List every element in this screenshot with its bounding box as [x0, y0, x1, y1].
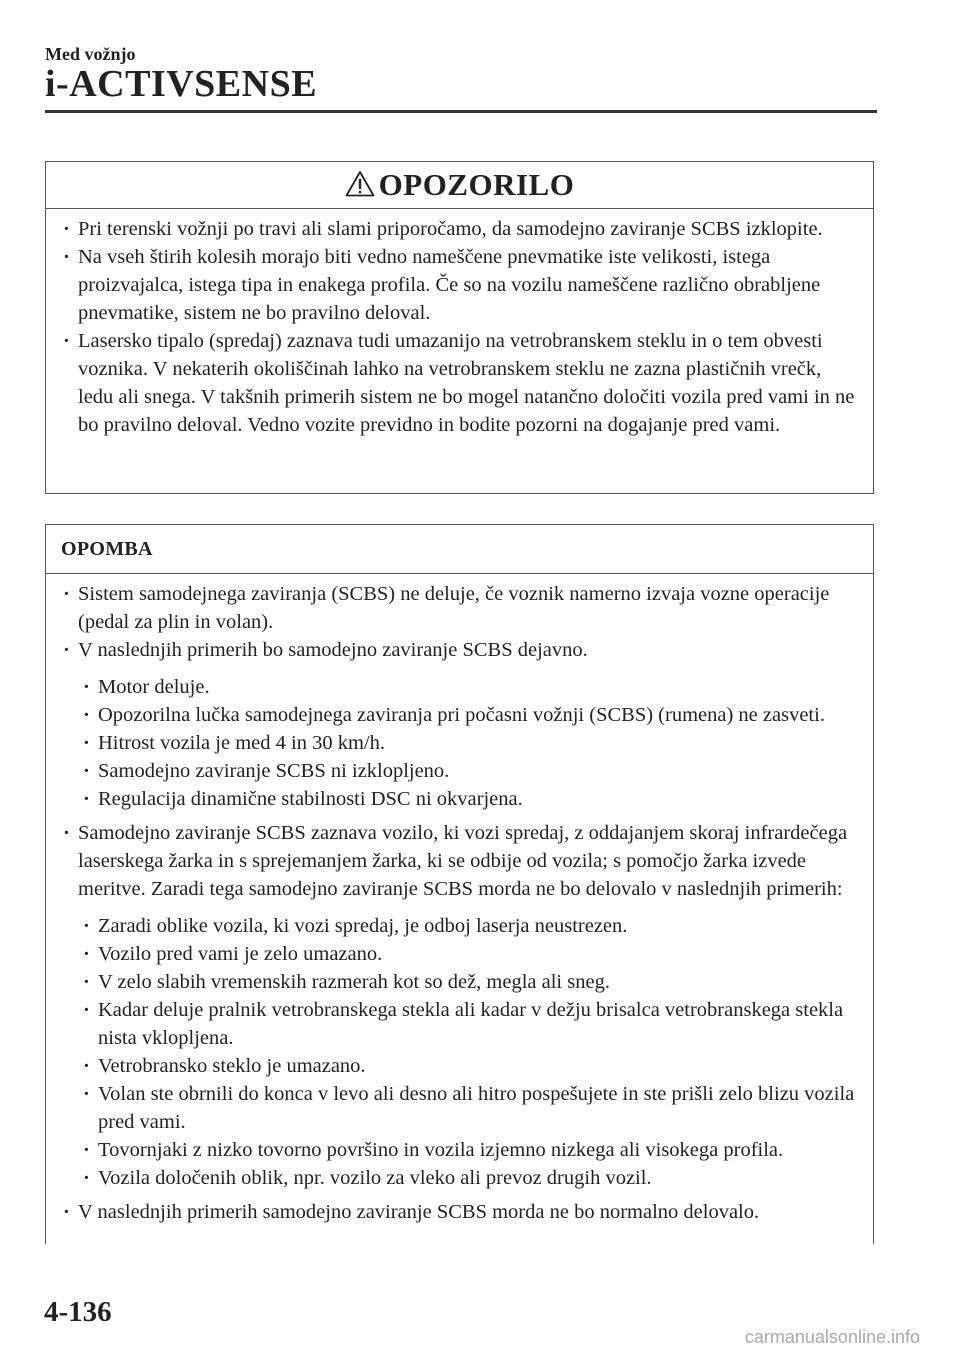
note-sublist	[60, 673, 857, 813]
page-title: i-ACTIVSENSE	[45, 63, 318, 105]
note-title: OPOMBA	[61, 537, 153, 560]
warning-item: · Pri terenski vožnji po travi ali slami priporočamo, da samodejno zaviranje SCBS izklopite.	[60, 215, 857, 243]
page-number: 4-136	[44, 1296, 112, 1328]
warning-triangle-icon	[345, 170, 375, 202]
note-sublist	[60, 912, 857, 1192]
note-subitem: · Samodejno zaviranje SCBS ni izklopljeno.	[80, 757, 857, 785]
warning-title: OPOZORILO	[378, 167, 575, 202]
warning-item: · Lasersko tipalo (spredaj) zaznava tudi umazanijo na vetrobranskem steklu in o tem obvesti voznika. V nekaterih okoliščinah lahko na vetrobranskem steklu ne zazna plastičnih vrečk, ledu ali snega. V takšnih primerih sistem ne bo mogel natančno določiti vozila pred vami in ne bo pravilno deloval. Vedno vozite previdno in bodite pozorni na dogajanje pred vami.	[60, 327, 857, 439]
note-subitem: · Opozorilna lučka samodejnega zaviranja pri počasni vožnji (SCBS) (rumena) ne zasveti.	[80, 701, 857, 729]
note-item: · Samodejno zaviranje SCBS zaznava vozilo, ki vozi spredaj, z oddajanjem skoraj infrardečega laserskega žarka in s sprejemanjem žarka, ki se odbije od vozila; s pomočjo žarka izvede meritve. Zaradi tega samodejno zaviranje SCBS morda ne bo delovalo v naslednjih primerih:	[60, 819, 857, 903]
warning-header	[46, 162, 873, 209]
note-subitem: · Kadar deluje pralnik vetrobranskega stekla ali kadar v dežju brisalca vetrobranskega stekla nista vklopljena.	[80, 996, 857, 1052]
note-item: · Sistem samodejnega zaviranja (SCBS) ne deluje, če voznik namerno izvaja vozne operacije (pedal za plin in volan).	[60, 580, 857, 636]
note-subitem: · V zelo slabih vremenskih razmerah kot so dež, megla ali sneg.	[80, 968, 857, 996]
note-subitem: · Vetrobransko steklo je umazano.	[80, 1052, 857, 1080]
watermark: carmanualsonline.info	[744, 1327, 920, 1347]
note-body	[46, 574, 873, 1226]
note-subitem: · Zaradi oblike vozila, ki vozi spredaj, je odboj laserja neustrezen.	[80, 912, 857, 940]
note-subitem: · Vozilo pred vami je zelo umazano.	[80, 940, 857, 968]
note-subitem: · Tovornjaki z nizko tovorno površino in vozila izjemno nizkega ali visokega profila.	[80, 1136, 857, 1164]
warning-body	[46, 209, 873, 439]
note-subitem: · Volan ste obrnili do konca v levo ali desno ali hitro pospešujete in ste prišli zelo blizu vozila pred vami.	[80, 1080, 857, 1136]
warning-box	[45, 161, 874, 494]
note-box	[45, 524, 874, 1244]
note-subitem: · Hitrost vozila je med 4 in 30 km/h.	[80, 729, 857, 757]
note-item: · V naslednjih primerih bo samodejno zaviranje SCBS dejavno.	[60, 636, 857, 664]
note-subitem: · Vozila določenih oblik, npr. vozilo za vleko ali prevoz drugih vozil.	[80, 1164, 857, 1192]
warning-item: · Na vseh štirih kolesih morajo biti vedno nameščene pnevmatike iste velikosti, istega proizvajalca, istega tipa in enakega profila. Če so na vozilu nameščene različno obrabljene pnevmatike, sistem ne bo pravilno deloval.	[60, 243, 857, 327]
note-subitem: · Regulacija dinamične stabilnosti DSC ni okvarjena.	[80, 785, 857, 813]
section-label: Med vožnjo	[45, 44, 136, 64]
note-item: · V naslednjih primerih samodejno zaviranje SCBS morda ne bo normalno delovalo.	[60, 1198, 857, 1226]
note-header	[46, 525, 873, 574]
note-subitem: · Motor deluje.	[80, 673, 857, 701]
header-divider	[45, 110, 877, 113]
